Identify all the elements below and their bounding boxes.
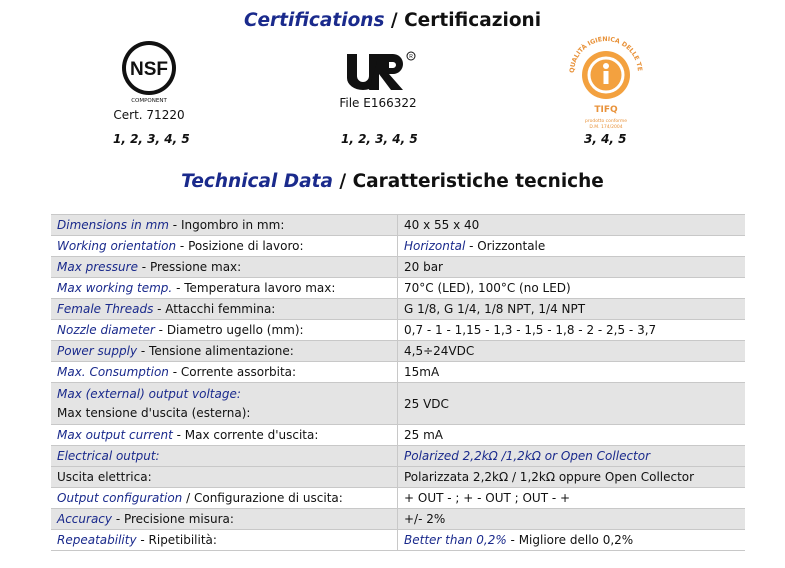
row-label: Max working temp. - Temperatura lavoro max: (51, 278, 398, 299)
technical-title-it: Caratteristiche tecniche (352, 171, 604, 192)
row-label: Electrical output: (51, 446, 398, 467)
row-value: Better than 0,2% - Migliore dello 0,2% (398, 530, 746, 551)
row-value: Horizontal - Orizzontale (398, 236, 746, 257)
row-value: Polarized 2,2kΩ /1,2kΩ or Open Collector (398, 446, 746, 467)
nsf-cert-number: Cert. 71220 (113, 108, 185, 122)
technical-title-en: Technical Data (181, 171, 333, 192)
tifq-badge: TIFQ (594, 105, 618, 115)
nsf-component-label: COMPONENT (131, 98, 167, 104)
svg-text:R: R (409, 54, 413, 60)
ul-models: 1, 2, 3, 4, 5 (341, 132, 418, 146)
row-label: Female Threads - Attacchi femmina: (51, 299, 398, 320)
ul-file-number: File E166322 (339, 96, 417, 110)
row-label: Nozzle diameter - Diametro ugello (mm): (51, 320, 398, 341)
nsf-logo (119, 40, 179, 106)
tifq-foot1: prodotto conforme (584, 119, 628, 124)
row-label: Dimensions in mm - Ingombro in mm: (51, 215, 398, 236)
row-value: 20 bar (398, 257, 746, 278)
row-value: +/- 2% (398, 509, 746, 530)
row-value: 25 VDC (398, 383, 746, 425)
table-row (51, 236, 745, 257)
ul-recognized-logo (341, 50, 417, 98)
table-row-electrical-output-en (51, 446, 745, 467)
row-value: + OUT - ; + - OUT ; OUT - + (398, 488, 746, 509)
table-row (51, 320, 745, 341)
tifq-arc-text: QUALITÀ IGIENICA DELLE TE (568, 35, 643, 74)
table-row-ext-voltage (51, 383, 745, 425)
tifq-logo (566, 25, 646, 137)
row-label: Max (external) output voltage: Max tensione d'uscita (esterna): (51, 383, 398, 425)
title-separator: / (332, 171, 353, 192)
table-row (51, 278, 745, 299)
tifq-models: 3, 4, 5 (584, 132, 627, 146)
row-label: Working orientation - Posizione di lavoro: (51, 236, 398, 257)
technical-data-table (51, 214, 745, 551)
technical-title (0, 171, 785, 192)
certifications-title-it: Certificazioni (404, 10, 542, 31)
row-value: 70°C (LED), 100°C (no LED) (398, 278, 746, 299)
row-label: Max output current - Max corrente d'uscita: (51, 425, 398, 446)
table-row (51, 341, 745, 362)
row-label: Max. Consumption - Corrente assorbita: (51, 362, 398, 383)
row-value: 40 x 55 x 40 (398, 215, 746, 236)
title-separator: / (384, 10, 405, 31)
table-row-output-current (51, 425, 745, 446)
certifications-title (0, 10, 785, 31)
nsf-logo-text: NSF (130, 59, 168, 80)
table-row-electrical-output-it (51, 467, 745, 488)
table-row (51, 488, 745, 509)
row-label: Power supply - Tensione alimentazione: (51, 341, 398, 362)
row-value: 25 mA (398, 425, 746, 446)
row-label: Max pressure - Pressione max: (51, 257, 398, 278)
table-row (51, 299, 745, 320)
row-label: Output configuration / Configurazione di uscita: (51, 488, 398, 509)
table-row (51, 509, 745, 530)
row-label: Accuracy - Precisione misura: (51, 509, 398, 530)
row-value: 15mA (398, 362, 746, 383)
certifications-title-en: Certifications (243, 10, 385, 31)
row-value: Polarizzata 2,2kΩ / 1,2kΩ oppure Open Collector (398, 467, 746, 488)
row-value: 0,7 - 1 - 1,15 - 1,3 - 1,5 - 1,8 - 2 - 2,5 - 3,7 (398, 320, 746, 341)
table-row (51, 215, 745, 236)
row-label: Uscita elettrica: (51, 467, 398, 488)
nsf-models: 1, 2, 3, 4, 5 (113, 132, 190, 146)
table-row (51, 362, 745, 383)
table-row (51, 530, 745, 551)
row-value: 4,5÷24VDC (398, 341, 746, 362)
row-value: G 1/8, G 1/4, 1/8 NPT, 1/4 NPT (398, 299, 746, 320)
row-label: Repeatability - Ripetibilità: (51, 530, 398, 551)
tifq-foot2: D.M. 174/2004 (589, 125, 623, 130)
table-row (51, 257, 745, 278)
